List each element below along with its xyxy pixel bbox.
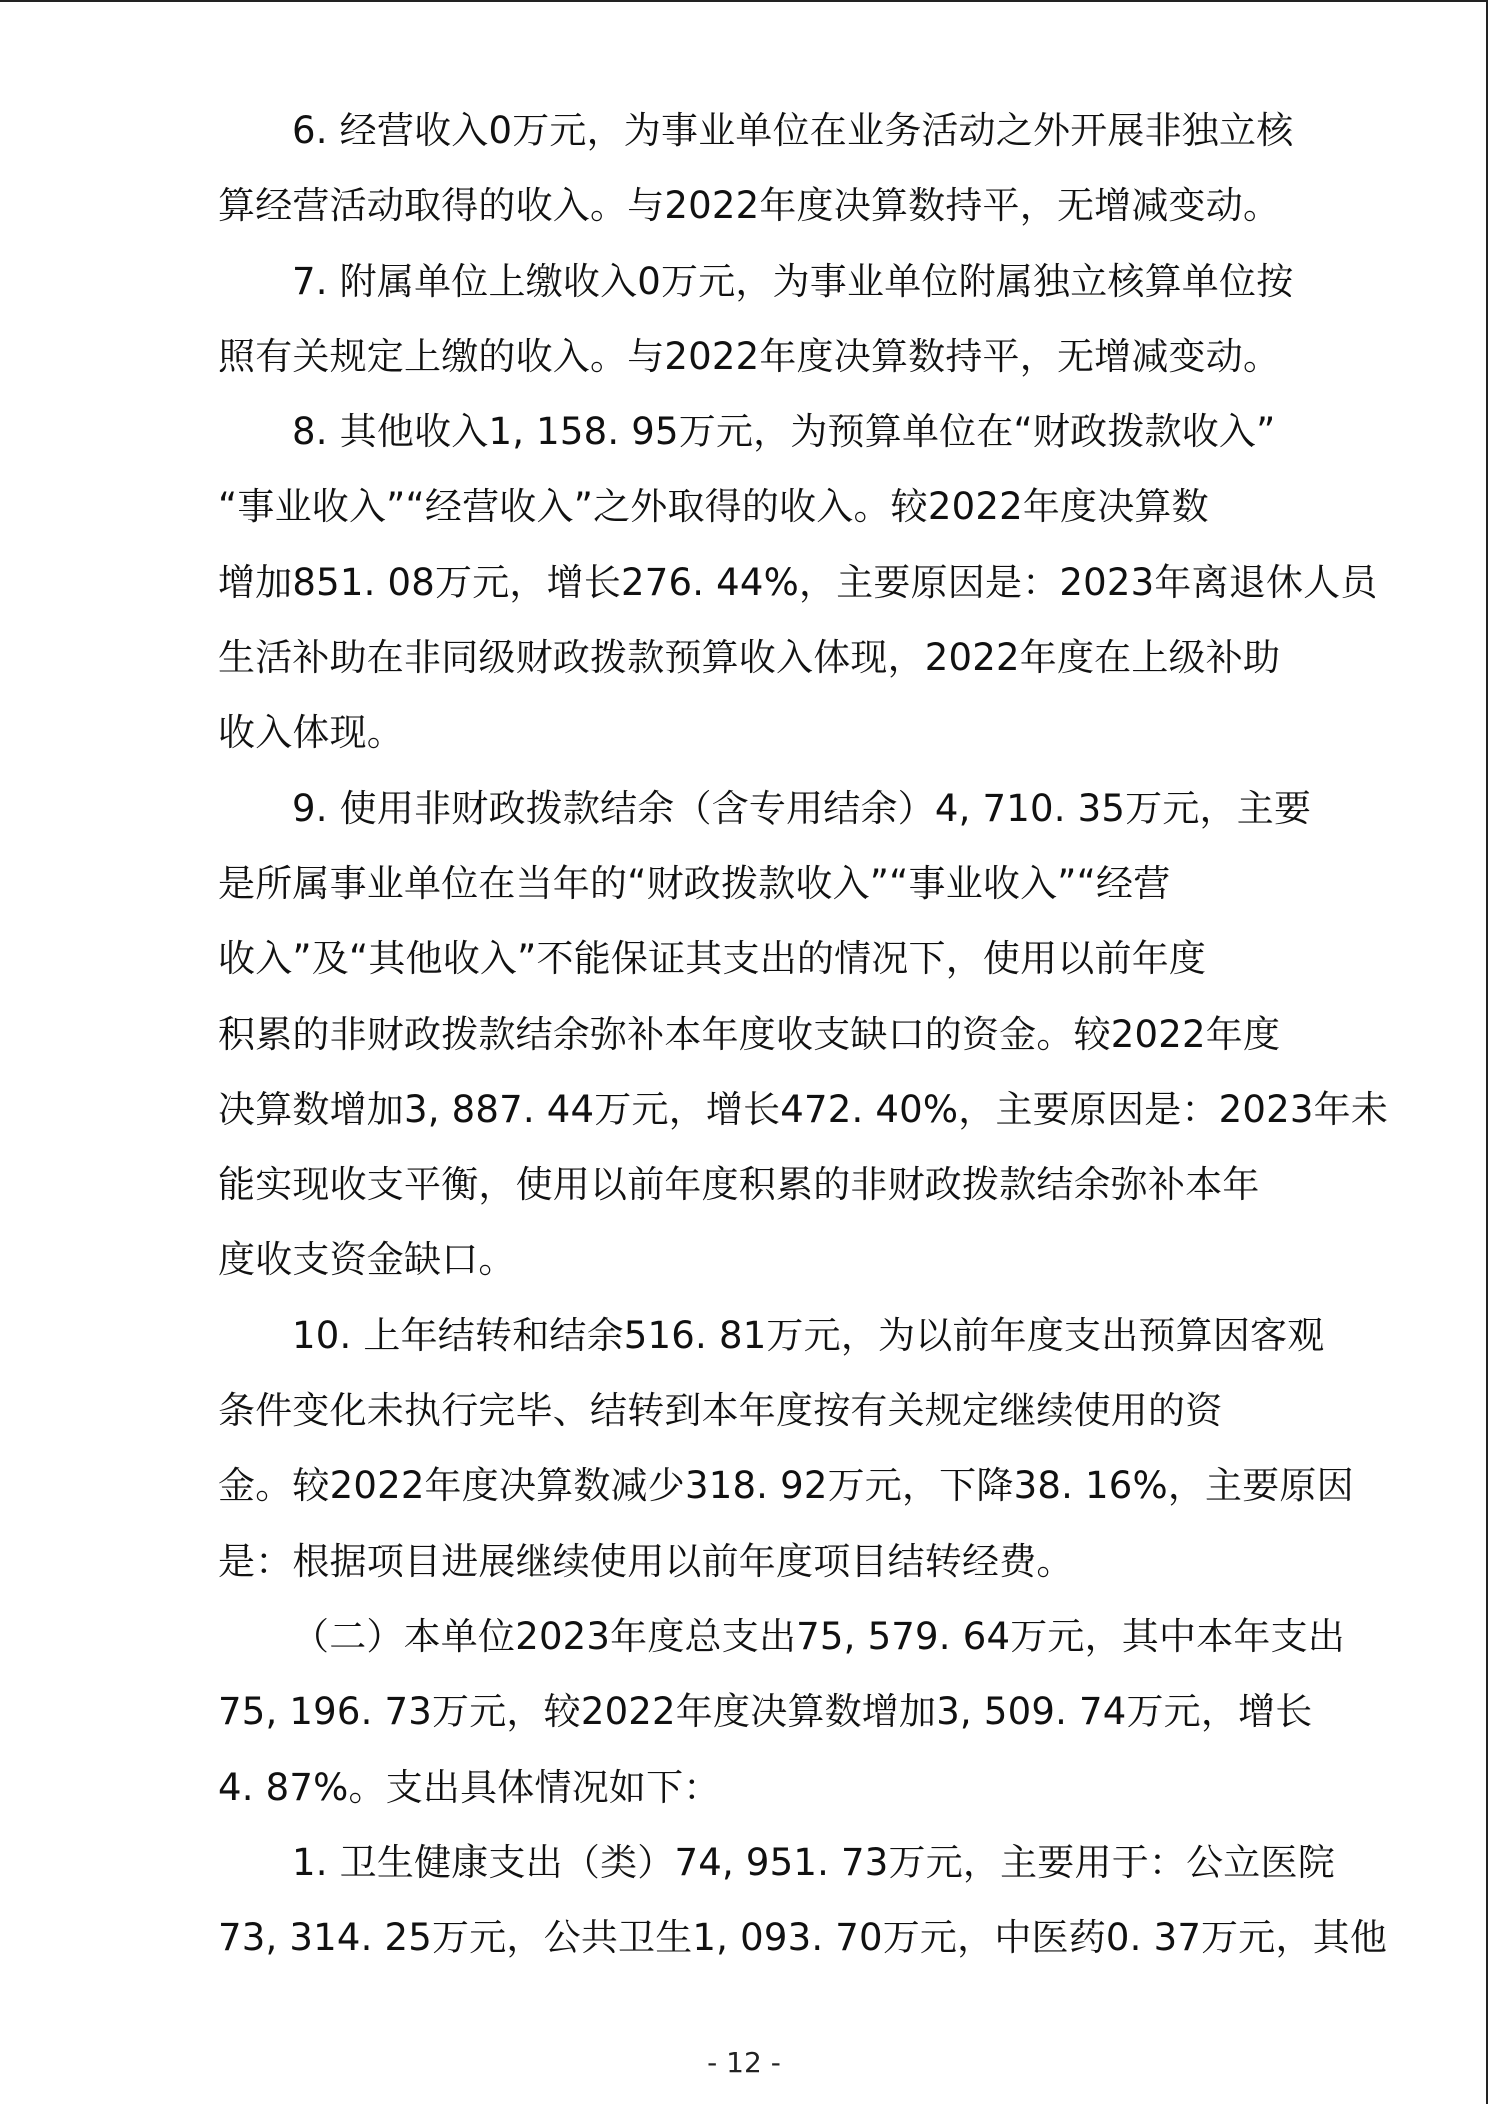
text-line: 6. 经营收入0万元，为事业单位在业务活动之外开展非独立核 <box>292 109 1294 152</box>
text-line: 是所属事业单位在当年的“财政拨款收入”“事业收入”“经营 <box>218 861 1171 905</box>
text-line: 9. 使用非财政拨款结余（含专用结余）4, 710. 35万元，主要 <box>292 786 1312 830</box>
text-line: （二）本单位2023年度总支出75, 579. 64万元，其中本年支出 <box>292 1614 1345 1658</box>
page-number: - 12 - <box>707 2046 781 2079</box>
text-line: 决算数增加3, 887. 44万元，增长472. 40%，主要原因是：2023年未 <box>218 1087 1389 1131</box>
page-top-border <box>0 0 1488 2</box>
text-line: 条件变化未执行完毕、结转到本年度按有关规定继续使用的资 <box>218 1389 1223 1433</box>
text-line: 度收支资金缺口。 <box>218 1238 516 1282</box>
text-line: “事业收入”“经营收入”之外取得的收入。较2022年度决算数 <box>218 485 1209 529</box>
text-line: 生活补助在非同级财政拨款预算收入体现，2022年度在上级补助 <box>218 636 1281 680</box>
text-line: 金。较2022年度决算数减少318. 92万元，下降38. 16%，主要原因 <box>218 1464 1354 1508</box>
text-line: 能实现收支平衡，使用以前年度积累的非财政拨款结余弥补本年 <box>218 1163 1260 1207</box>
text-line: 增加851. 08万元，增长276. 44%，主要原因是：2023年离退休人员 <box>218 560 1378 604</box>
text-line: 10. 上年结转和结余516. 81万元，为以前年度支出预算因客观 <box>292 1313 1325 1357</box>
text-line: 75, 196. 73万元，较2022年度决算数增加3, 509. 74万元，增长 <box>218 1690 1313 1734</box>
text-line: 1. 卫生健康支出（类）74, 951. 73万元，主要用于：公立医院 <box>292 1840 1335 1884</box>
text-line: 收入”及“其他收入”不能保证其支出的情况下，使用以前年度 <box>218 937 1207 981</box>
text-line: 73, 314. 25万元，公共卫生1, 093. 70万元，中医药0. 37万元，其他 <box>218 1916 1388 1960</box>
text-line: 积累的非财政拨款结余弥补本年度收支缺口的资金。较2022年度 <box>218 1012 1281 1056</box>
text-line: 7. 附属单位上缴收入0万元，为事业单位附属独立核算单位按 <box>292 259 1294 303</box>
text-line: 是：根据项目进展继续使用以前年度项目结转经费。 <box>218 1539 1074 1583</box>
text-line: 8. 其他收入1, 158. 95万元，为预算单位在“财政拨款收入” <box>292 410 1276 454</box>
document-body <box>218 93 1389 1975</box>
text-line: 照有关规定上缴的收入。与2022年度决算数持平，无增减变动。 <box>218 334 1281 378</box>
text-line: 4. 87%。支出具体情况如下： <box>218 1765 721 1809</box>
text-line: 算经营活动取得的收入。与2022年度决算数持平，无增减变动。 <box>218 184 1281 228</box>
text-line: 收入体现。 <box>218 711 404 755</box>
